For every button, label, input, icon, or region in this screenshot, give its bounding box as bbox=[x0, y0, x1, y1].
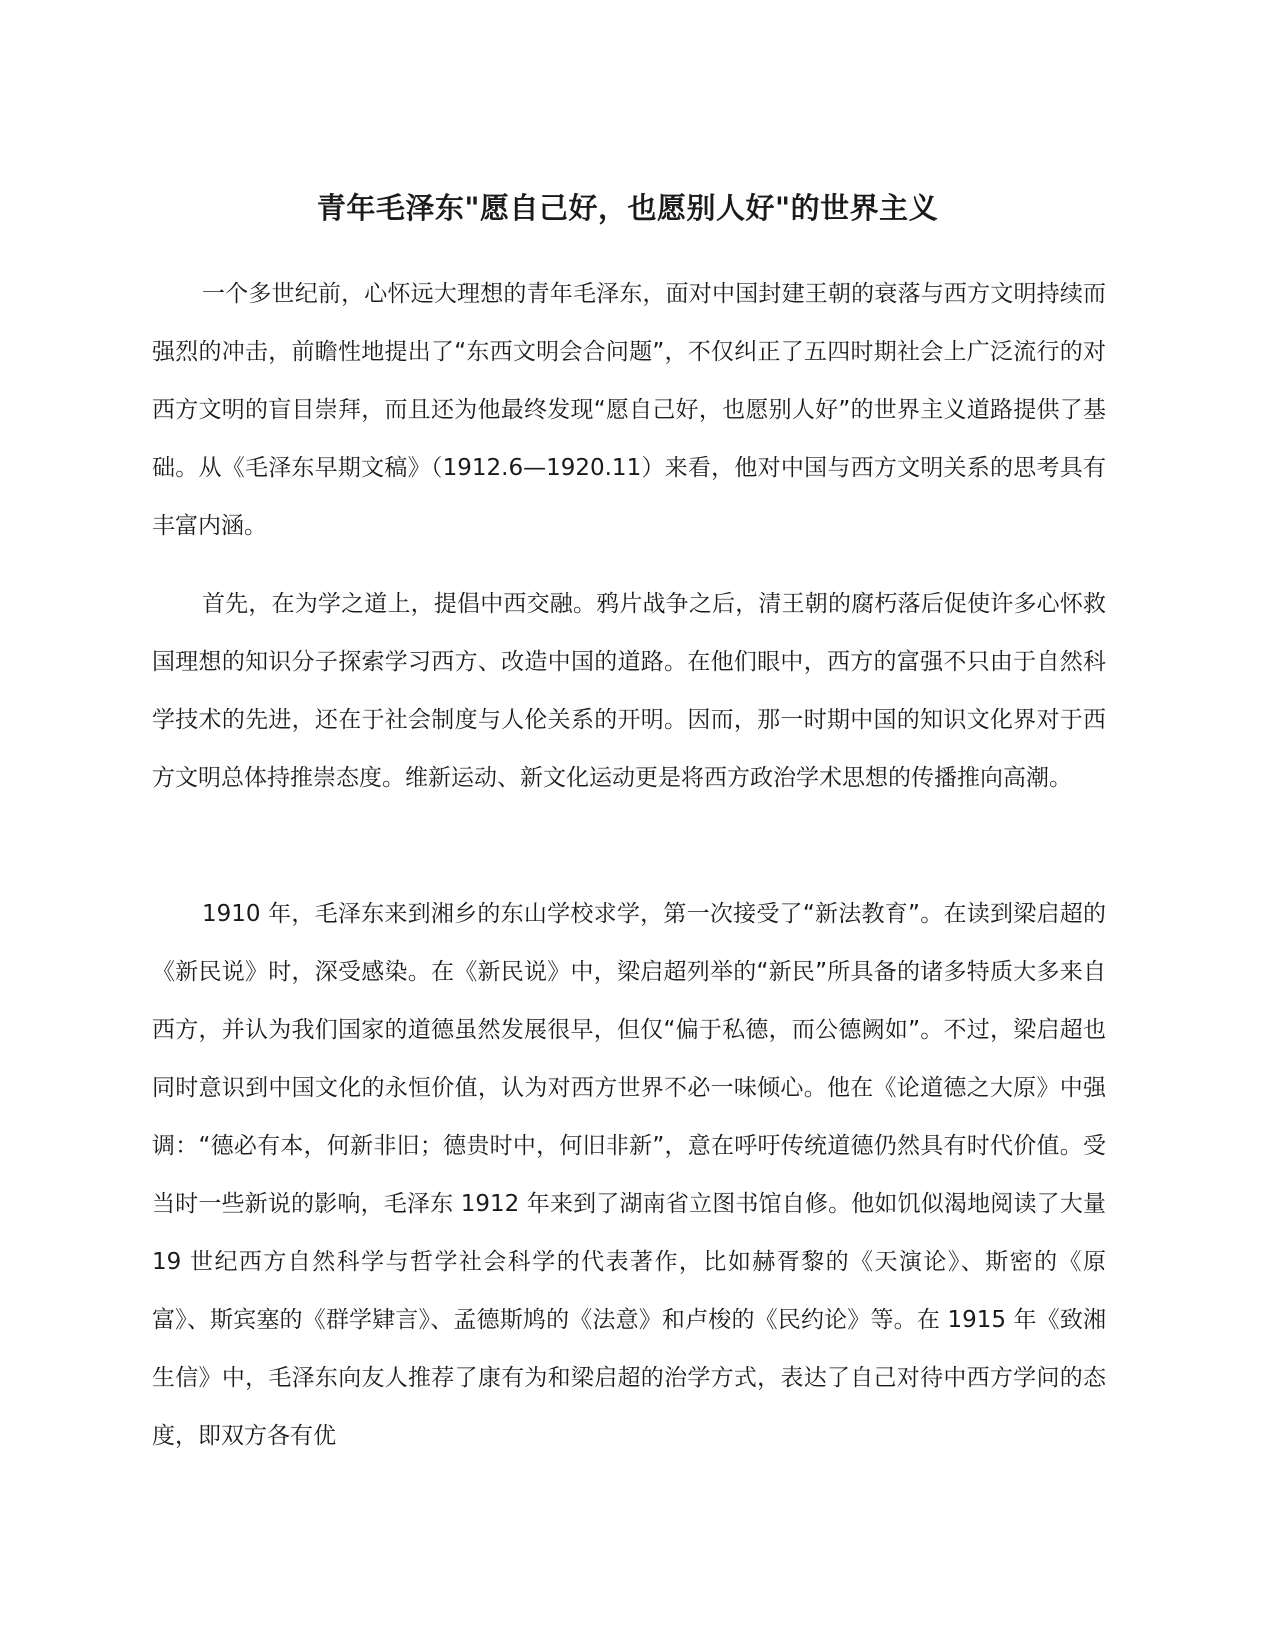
paragraph-2: 首先，在为学之道上，提倡中西交融。鸦片战争之后，清王朝的腐朽落后促使许多心怀救国理想的知识分子探索学习西方、改造中国的道路。在他们眼中，西方的富强不只由于自然科学技术的先进，还在于社会制度与人伦关系的开明。因而，那一时期中国的知识文化界对于西方文明总体持推崇态度。维新运动、新文化运动更是将西方政治学术思想的传播推向高潮。 bbox=[152, 591, 1106, 791]
paragraph-3: 1910 年，毛泽东来到湘乡的东山学校求学，第一次接受了“新法教育”。在读到梁启超的《新民说》时，深受感染。在《新民说》中，梁启超列举的“新民”所具备的诸多特质大多来自西方，并认为我们国家的道德虽然发展很早，但仅“偏于私德，而公德阙如”。不过，梁启超也同时意识到中国文化的永恒价值，认为对西方世界不必一味倾心。他在《论道德之大原》中强调：“德必有本，何新非旧；德贵时中，何旧非新”，意在呼吁传统道德仍然具有时代价值。受当时一些新说的影响，毛泽东 1912 年来到了湖南省立图书馆自修。他如饥似渴地阅读了大量 19 世纪西方自然科学与哲学社会科学的代表著作，比如赫胥黎的《天演论》、斯密的《原富》、斯宾塞的《群学肄言》、孟德斯鸠的《法意》和卢梭的《民约论》等。在 1915 年《致湘生信》中，毛泽东向友人推荐了康有为和梁启超的治学方式，表达了自己对待中西方学问的态度，即双方各有优 bbox=[152, 901, 1106, 1449]
paragraph-1: 一个多世纪前，心怀远大理想的青年毛泽东，面对中国封建王朝的衰落与西方文明持续而强烈的冲击，前瞻性地提出了“东西文明会合问题”，不仅纠正了五四时期社会上广泛流行的对西方文明的盲目崇拜，而且还为他最终发现“愿自己好，也愿别人好”的世界主义道路提供了基础。从《毛泽东早期文稿》（1912.6—1920.11）来看，他对中国与西方文明关系的思考具有丰富内涵。 bbox=[152, 281, 1106, 539]
document-title: 青年毛泽东"愿自己好，也愿别人好"的世界主义 bbox=[316, 191, 939, 225]
